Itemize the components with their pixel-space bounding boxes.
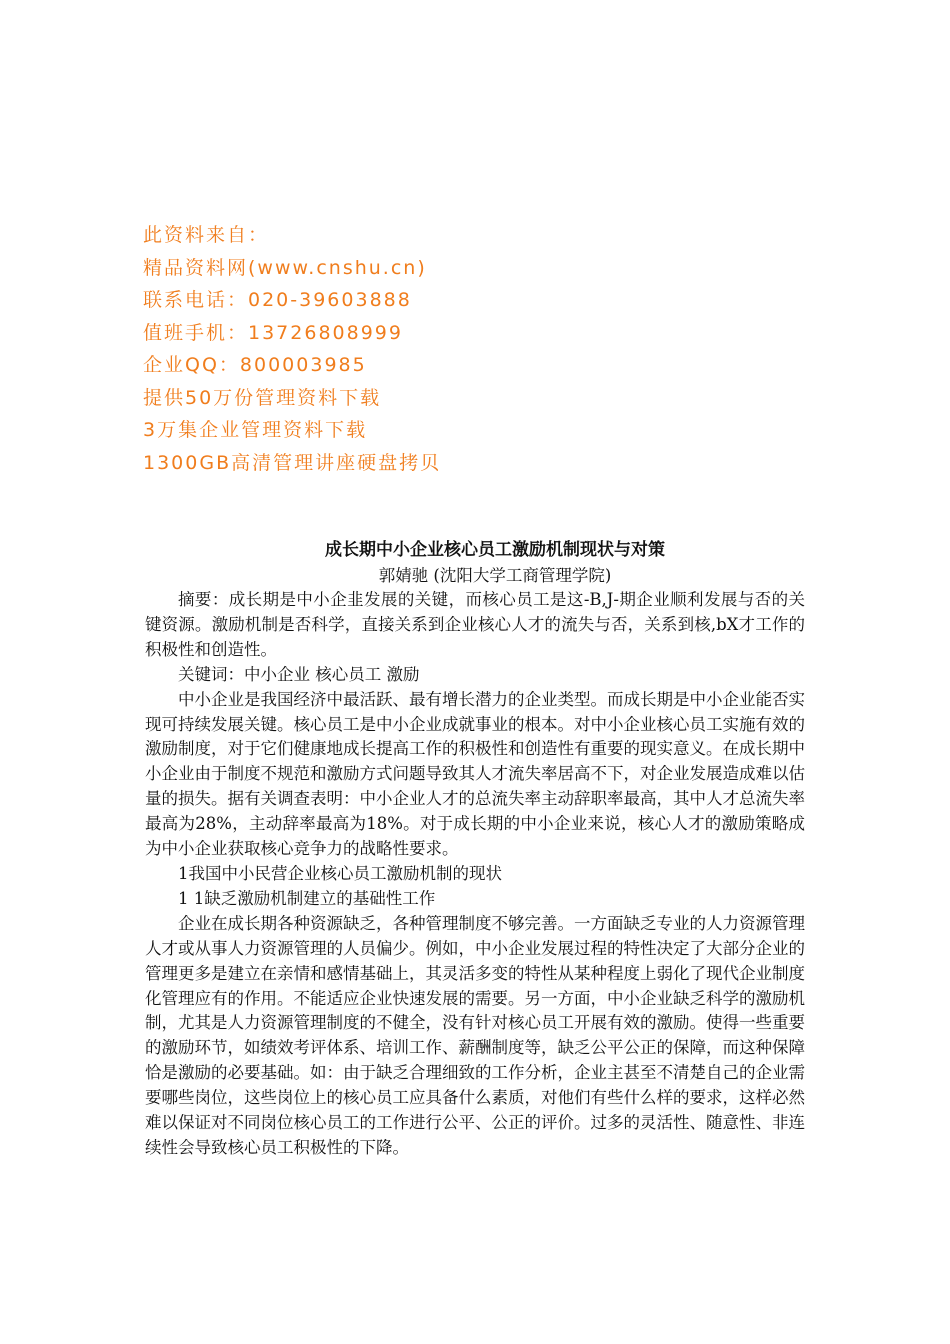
offer-line-2: 3万集企业管理资料下载 bbox=[143, 419, 368, 441]
abstract-paragraph: 摘要：成长期是中小企韭发展的关键，而核心员工是这-B,J-期企业顺利发展与否的关键资源。激励机制是否科学，直接关系到企业核心人才的流失与否，关系到核,bX才工作的积极性和创造性。 bbox=[145, 590, 805, 659]
section-1-1-heading: 1 1缺乏激励机制建立的基础性工作 bbox=[178, 888, 436, 908]
keywords-line: 关键词：中小企业 核心员工 激励 bbox=[178, 664, 420, 684]
intro-paragraph: 中小企业是我国经济中最活跃、最有增长潜力的企业类型。而成长期是中小企业能否实现可持续发展关键。核心员工是中小企业成就事业的根本。对中小企业核心员工实施有效的激励制度，对于它们健康地成长提高工作的积极性和创造性有重要的现实意义。在成长期中小企业由于制度不规范和激励方式问题导致其人才流失率居高不下，对企业发展造成难以估量的损失。据有关调查表明：中小企业人才的总流失率主动辞职率最高，其中人才总流失率最高为28%，主动辞率最高为18%。对于成长期的中小企业来说，核心人才的激励策略成为中小企业获取核心竞争力的战略性要求。 bbox=[145, 689, 805, 859]
offer-line-3: 1300GB高清管理讲座硬盘拷贝 bbox=[143, 451, 442, 474]
section-1-1-paragraph: 企业在成长期各种资源缺乏，各种管理制度不够完善。一方面缺乏专业的人力资源管理人才或从事人力资源管理的人员偏少。例如，中小企业发展过程的特性决定了大部分企业的管理更多是建立在亲情和感情基础上，其灵活多变的特性从某种程度上弱化了现代企业制度化管理应有的作用。不能适应企业快速发展的需要。另一方面，中小企业缺乏科学的激励机制，尤其是人力资源管理制度的不健全，没有针对核心员工开展有效的激励。使得一些重要的激励环节，如绩效考评体系、培训工作、薪酬制度等，缺乏公平公正的保障，而这种保障恰是激励的必要基础。如：由于缺乏合理细致的工作分析，企业主甚至不清楚自己的企业需要哪些岗位，这些岗位上的核心员工应具备什么素质，对他们有些什么样的要求，这样必然难以保证对不同岗位核心员工的工作进行公平、公正的评价。过多的灵活性、随意性、非连续性会导致核心员工积极性的下降。 bbox=[145, 913, 805, 1157]
qq-line: 企业QQ：800003985 bbox=[143, 354, 367, 376]
source-info-block bbox=[143, 219, 563, 479]
phone-line: 联系电话：020-39603888 bbox=[143, 289, 412, 311]
website-line: 精品资料网(www.cnshu.cn) bbox=[143, 256, 427, 279]
mobile-line: 值班手机：13726808999 bbox=[143, 321, 403, 344]
article-title: 成长期中小企业核心员工激励机制现状与对策 bbox=[325, 540, 665, 560]
article-author: 郭婧驰 (沈阳大学工商管理学院) bbox=[378, 566, 612, 585]
article bbox=[145, 537, 805, 1161]
section-1-heading: 1我国中小民营企业核心员工激励机制的现状 bbox=[178, 863, 502, 883]
source-label: 此资料来自： bbox=[143, 224, 270, 246]
offer-line-1: 提供50万份管理资料下载 bbox=[143, 386, 382, 409]
